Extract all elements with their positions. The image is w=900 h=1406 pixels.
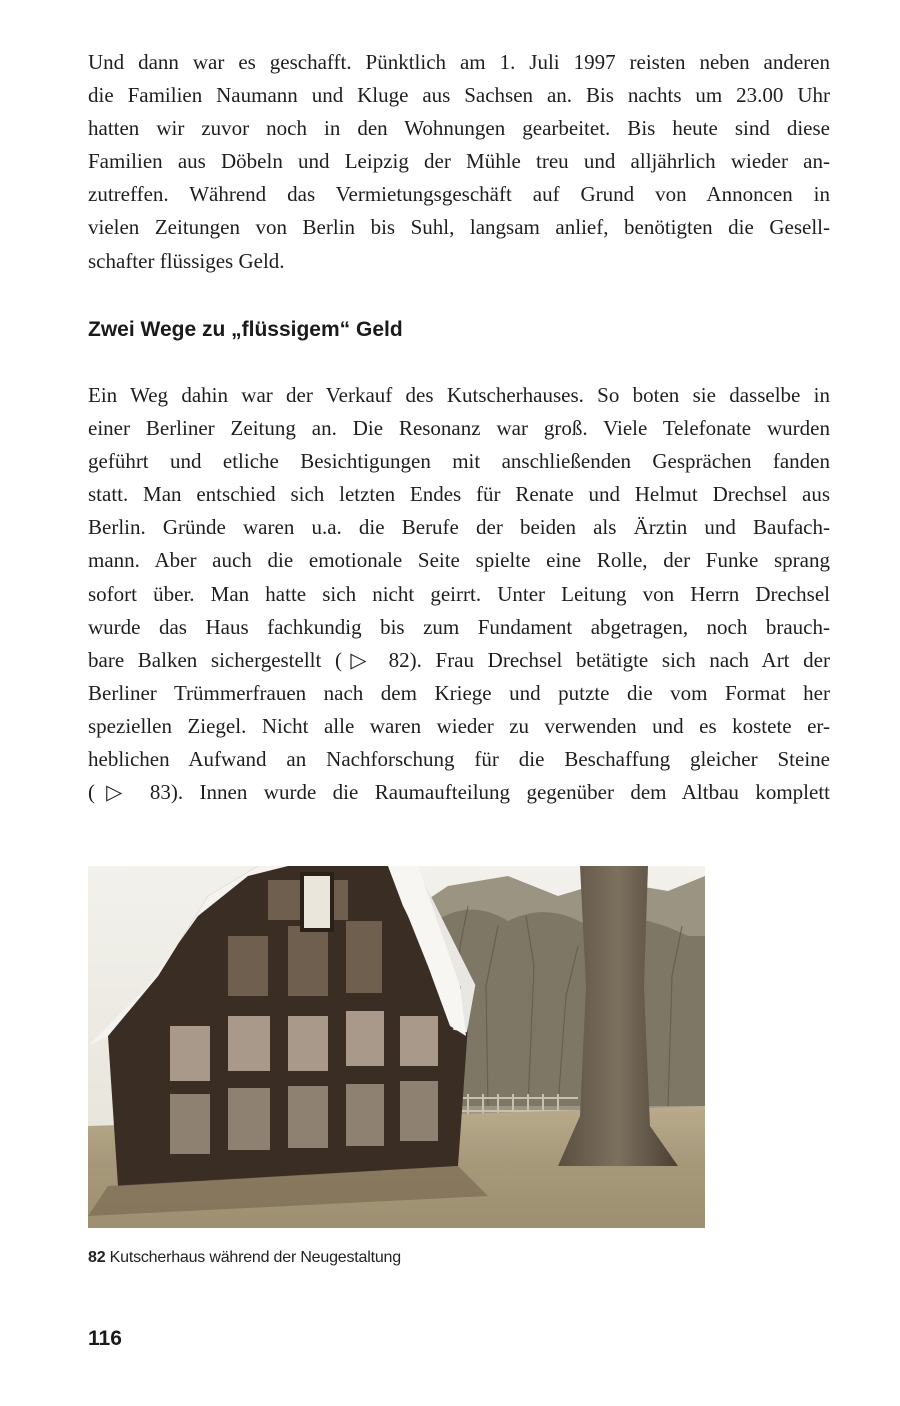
- text-line: bare Balken sichergestellt (▷ 82). Frau Drechsel betätigte sich nach Art der: [88, 647, 830, 672]
- text-line: schafter flüssiges Geld.: [88, 248, 285, 273]
- text-line: die Familien Naumann und Kluge aus Sachsen an. Bis nachts um 23.00 Uhr: [88, 83, 830, 108]
- text-line: vielen Zeitungen von Berlin bis Suhl, langsam anlief, benötigten die Gesell-: [88, 215, 830, 240]
- text-line: Ein Weg dahin war der Verkauf des Kutscherhauses. So boten sie dasselbe in: [88, 383, 830, 407]
- text-line: geführt und etliche Besichtigungen mit anschließenden Gesprächen fanden: [88, 449, 830, 474]
- text-line: zutreffen. Während das Vermietungsgeschäft auf Grund von Annoncen in: [88, 182, 830, 207]
- text-line: Familien aus Döbeln und Leipzig der Mühle treu und alljährlich wieder an-: [88, 149, 830, 174]
- figure-photo-coach-house: [88, 866, 705, 1228]
- text-line: speziellen Ziegel. Nicht alle waren wieder zu verwenden und es kostete er-: [88, 713, 830, 738]
- text-line: einer Berliner Zeitung an. Die Resonanz war groß. Viele Telefonate wurden: [88, 416, 830, 441]
- text-line: mann. Aber auch die emotionale Seite spielte eine Rolle, der Funke sprang: [88, 548, 830, 573]
- figure-caption-text: Kutscherhaus während der Neugestaltung: [109, 1249, 401, 1266]
- page-number: 116: [88, 1327, 122, 1350]
- text-line: wurde das Haus fachkundig bis zum Fundament abgetragen, noch brauch-: [88, 614, 830, 639]
- text-line: statt. Man entschied sich letzten Endes für Renate und Helmut Drechsel aus: [88, 482, 830, 507]
- paragraph-2: [88, 379, 830, 809]
- figure-number: 82: [88, 1249, 106, 1266]
- text-line: Berlin. Gründe waren u.a. die Berufe der beiden als Ärztin und Baufach-: [88, 515, 830, 540]
- text-line: (▷ 83). Innen wurde die Raumaufteilung gegenüber dem Altbau komplett: [88, 780, 830, 805]
- figure-caption: [88, 1247, 401, 1269]
- text-line: Berliner Trümmerfrauen nach dem Kriege und putzte die vom Format her: [88, 680, 830, 705]
- paragraph-1: [88, 46, 830, 278]
- text-line: heblichen Aufwand an Nachforschung für die Beschaffung gleicher Steine: [88, 747, 830, 772]
- section-heading: Zwei Wege zu „flüssigem“ Geld: [88, 318, 403, 341]
- text-line: sofort über. Man hatte sich nicht geirrt. Unter Leitung von Herrn Drechsel: [88, 581, 830, 606]
- text-line: hatten wir zuvor noch in den Wohnungen gearbeitet. Bis heute sind diese: [88, 116, 830, 141]
- text-line: Und dann war es geschafft. Pünktlich am 1. Juli 1997 reisten neben anderen: [88, 50, 830, 74]
